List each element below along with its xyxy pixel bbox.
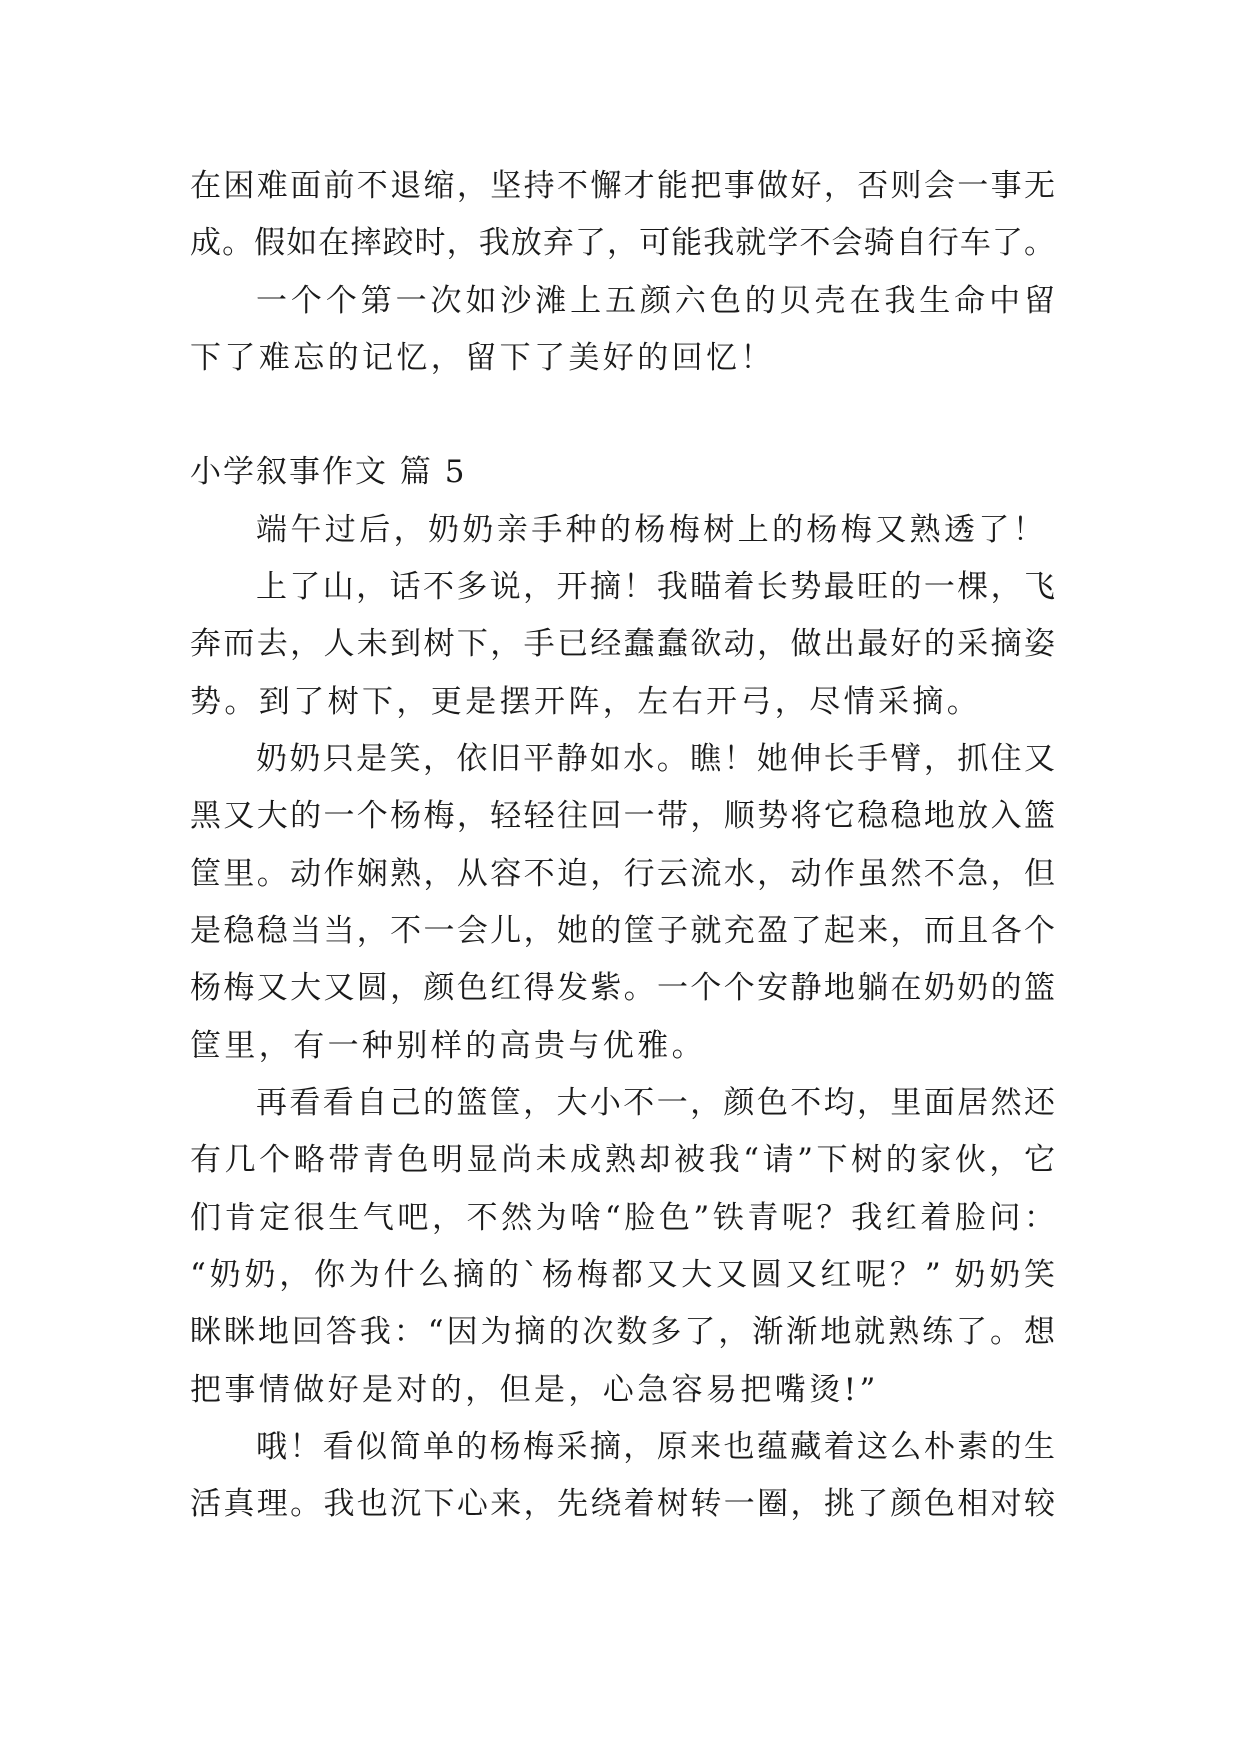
text-line: 筐里。动作娴熟，从容不迫，行云流水，动作虽然不急，但: [190, 856, 1055, 892]
text-line: 成。假如在摔跤时，我放弃了，可能我就学不会骑自行车了。: [190, 225, 1055, 261]
text-line: 黑又大的一个杨梅，轻轻往回一带，顺势将它稳稳地放入篮: [190, 798, 1055, 834]
text-line: 们肯定很生气吧，不然为啥“脸色”铁青呢？我红着脸问：: [190, 1200, 1055, 1236]
section-heading: 小学叙事作文 篇 5: [190, 454, 467, 490]
text-line: 奔而去，人未到树下，手已经蠢蠢欲动，做出最好的采摘姿: [190, 626, 1055, 662]
paragraph-first-line: 再看看自己的篮筐，大小不一，颜色不均，里面居然还: [256, 1085, 1055, 1121]
paragraph-first-line: 哦！看似简单的杨梅采摘，原来也蕴藏着这么朴素的生: [256, 1429, 1055, 1465]
text-line: 把事情做好是对的，但是，心急容易把嘴烫!”: [190, 1372, 879, 1408]
text-line: 下了难忘的记忆，留下了美好的回忆！: [190, 340, 775, 376]
text-line: 在困难面前不退缩，坚持不懈才能把事做好，否则会一事无: [190, 168, 1055, 204]
text-line: 势。到了树下，更是摆开阵，左右开弓，尽情采摘。: [190, 684, 982, 720]
paragraph-first-line: 端午过后，奶奶亲手种的杨梅树上的杨梅又熟透了！: [256, 512, 1048, 548]
text-line: “奶奶，你为什么摘的`杨梅都又大又圆又红呢？” 奶奶笑: [190, 1257, 1055, 1293]
text-line: 是稳稳当当，不一会儿，她的筐子就充盈了起来，而且各个: [190, 913, 1055, 949]
text-line: 眯眯地回答我：“因为摘的次数多了，渐渐地就熟练了。想: [190, 1314, 1055, 1350]
text-line: 杨梅又大又圆，颜色红得发紫。一个个安静地躺在奶奶的篮: [190, 970, 1055, 1006]
text-line: 有几个略带青色明显尚未成熟却被我“请”下树的家伙，它: [190, 1142, 1055, 1178]
paragraph-first-line: 一个个第一次如沙滩上五颜六色的贝壳在我生命中留: [256, 283, 1055, 319]
paragraph-first-line: 奶奶只是笑，依旧平静如水。瞧！她伸长手臂，抓住又: [256, 741, 1055, 777]
paragraph-first-line: 上了山，话不多说，开摘！我瞄着长势最旺的一棵，飞: [256, 569, 1055, 605]
text-line: 活真理。我也沉下心来，先绕着树转一圈，挑了颜色相对较: [190, 1486, 1055, 1522]
text-line: 筐里，有一种别样的高贵与优雅。: [190, 1028, 706, 1064]
